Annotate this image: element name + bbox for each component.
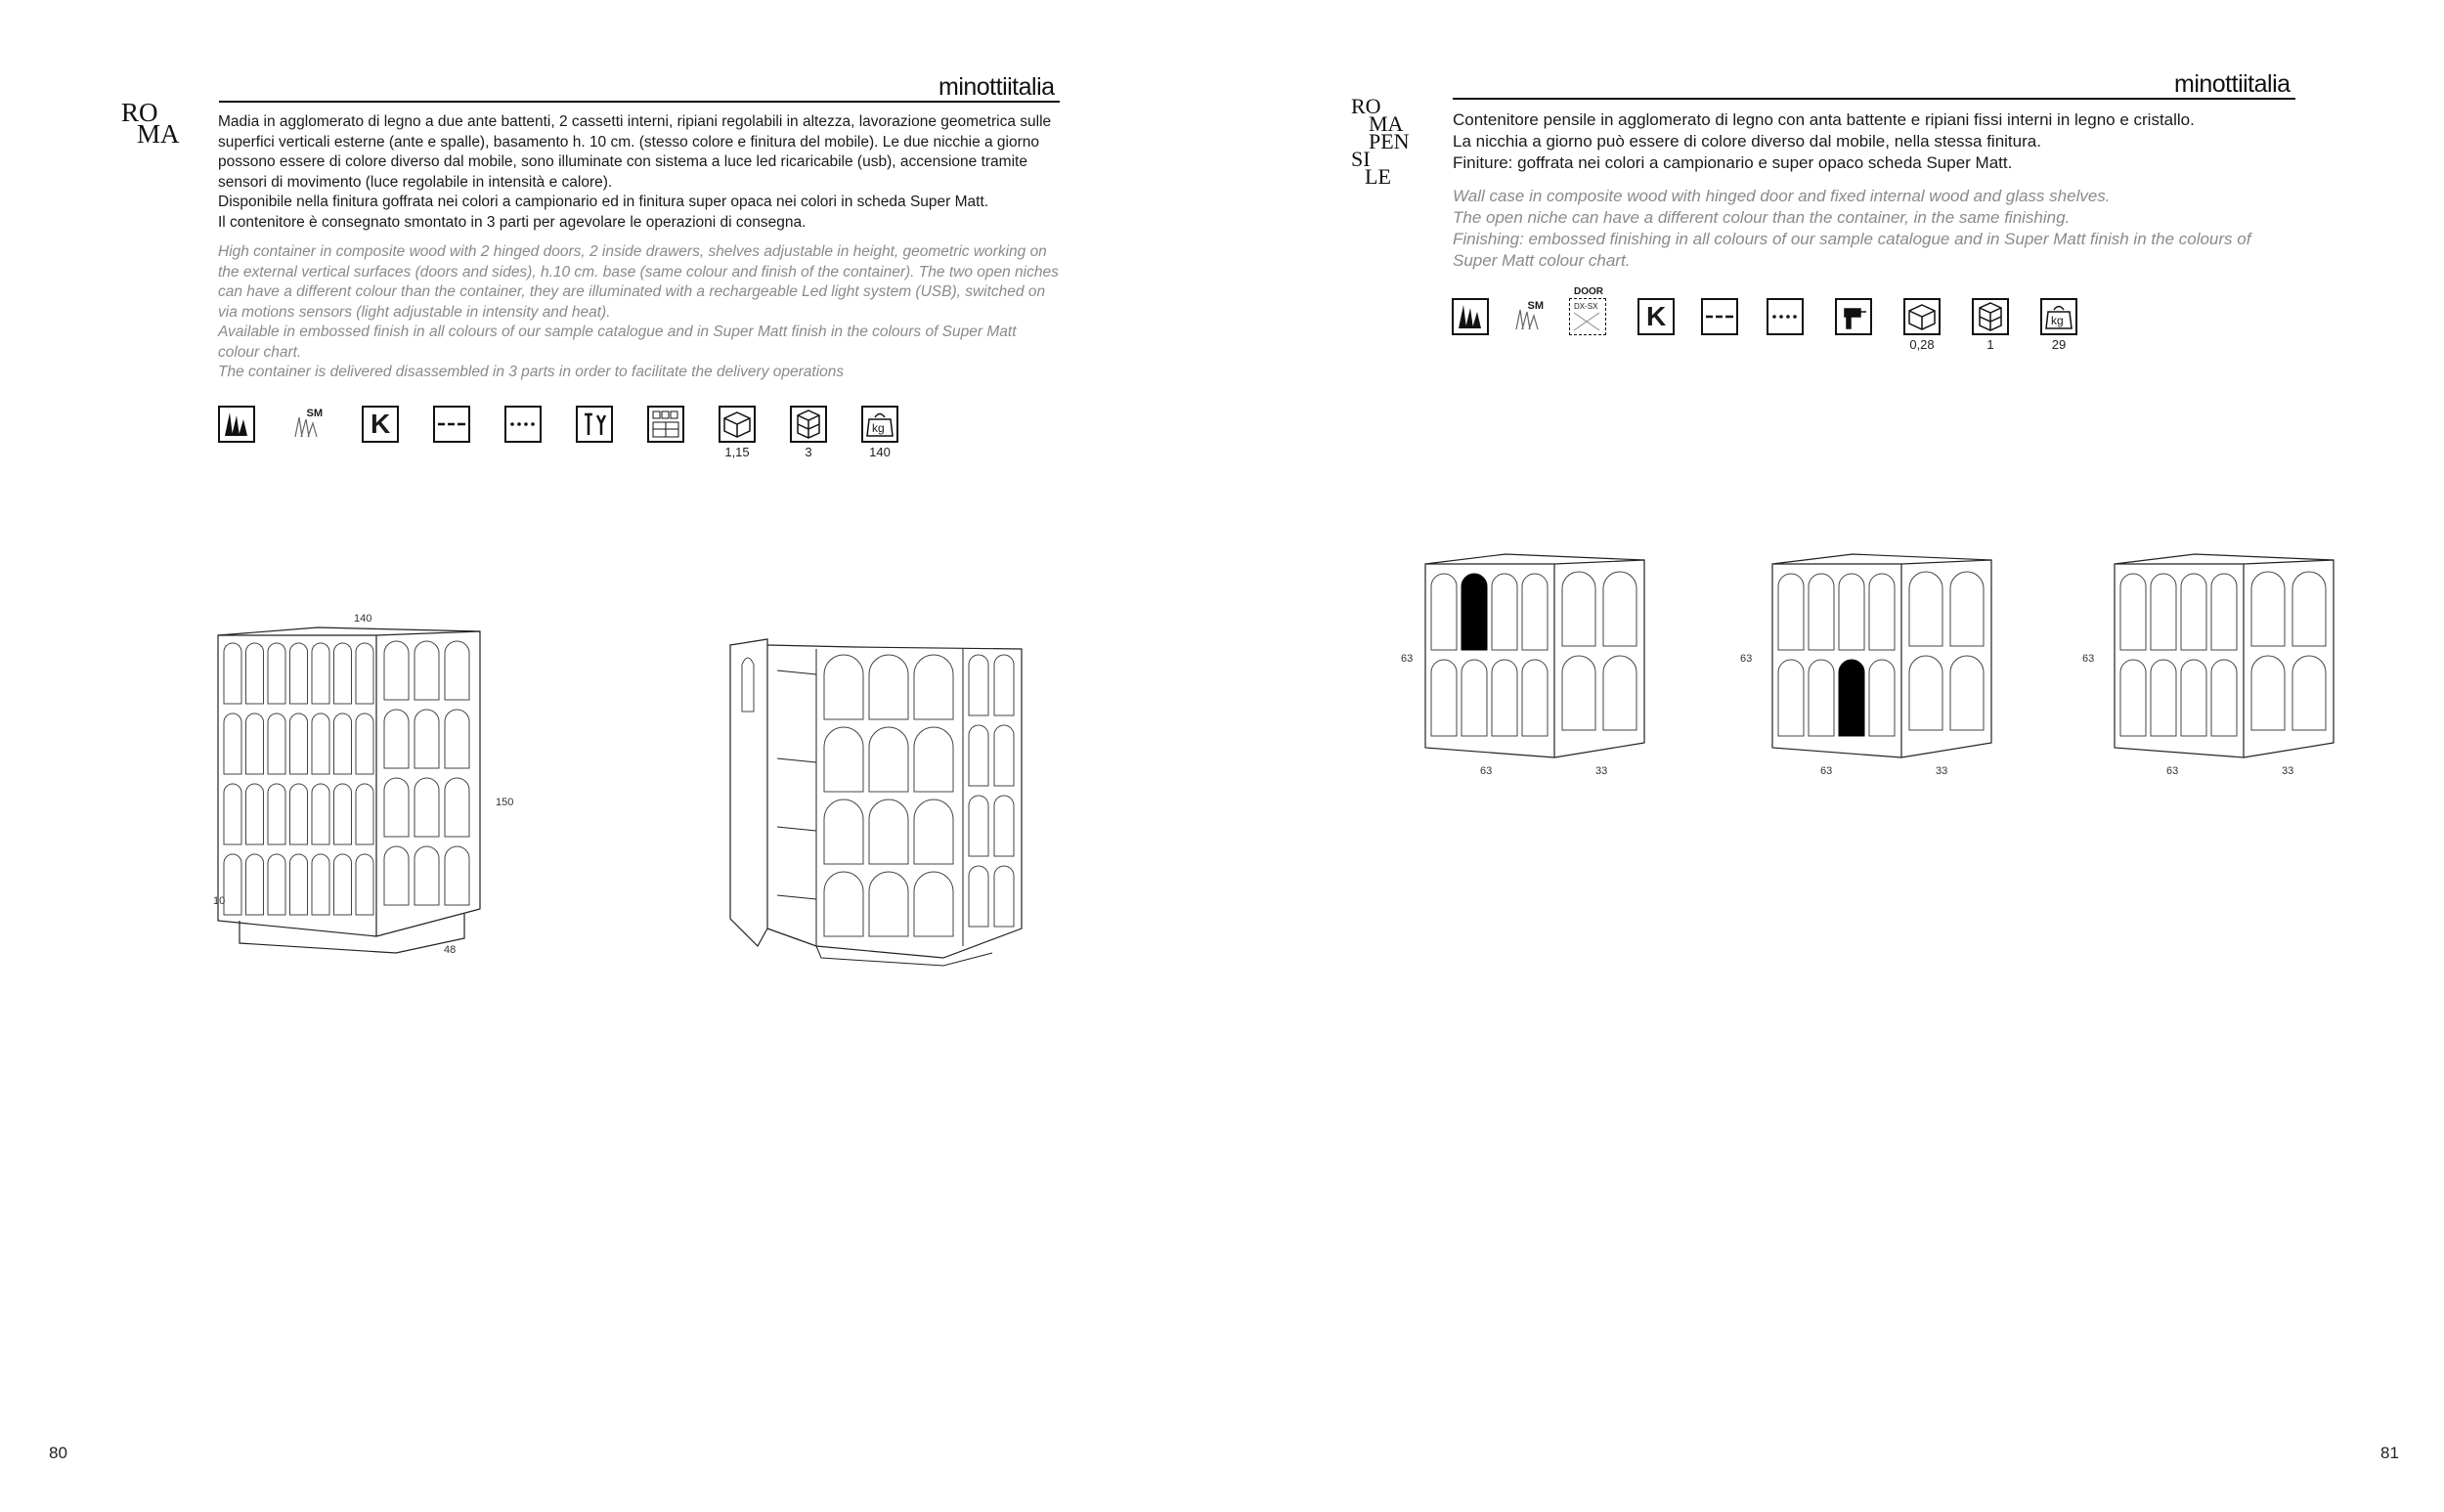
weight-icon [861,406,898,443]
height-dimension: 63 [1740,653,1753,665]
header-rule [219,101,1060,103]
door-label: DOOR [1574,286,1603,297]
logo-line: PEN [1369,129,1410,153]
door-dx-sx-icon [1569,298,1606,335]
brand-name: minottiitalia [2174,70,2291,98]
weight-value: 140 [869,445,891,459]
k-label: K [1646,301,1667,331]
k-icon [1637,298,1675,335]
volume-box-icon [719,406,756,443]
roma-pensile-logo [1351,94,1410,189]
width-dimension: 63 [1820,765,1833,777]
page-number: 81 [2380,1444,2399,1462]
wall-case-drawing-3 [2107,552,2341,767]
logo-line: RO [121,98,158,127]
description-paragraph: Finiture: goffrata nei colori a campionario e super opaco scheda Super Matt. [1453,153,2013,172]
shelves-icon [647,406,684,443]
dotted-line-icon [504,406,542,443]
description-paragraph: High container in composite wood with 2 hinged doors, 2 inside drawers, shelves adjustable in height, geometric working on the external vertical surfaces (doors and sides), h.10 cm. base (same colour and finish of the container). The two open niches can have a different colour than the container, they are illuminated with a rechargeable Led light system (USB), switched on via motions sensors (light adjustable in intensity and heat). [218,243,1059,321]
height-dimension: 150 [496,797,514,808]
description-paragraph: Disponibile nella finitura goffrata nei colori a campionario ed in finitura super opaca nei colori in scheda Super Matt. [218,194,989,210]
dashed-line-icon [1701,298,1738,335]
description-paragraph: The open niche can have a different colour than the container, in the same finishing. [1453,208,2071,227]
depth-dimension: 33 [2282,765,2294,777]
sideboard-front-drawing [210,616,503,968]
description-english [1453,186,2295,272]
packages-value: 3 [805,445,812,459]
right-page [1222,0,2444,1512]
weight-label: kg [2051,314,2064,327]
drill-icon [1835,298,1872,335]
description-italian [218,112,1061,233]
page-number: 80 [49,1444,67,1462]
description-paragraph: Available in embossed finish in all colours of our sample catalogue and in Super Matt finish in the colours of Super Matt colour chart. [218,324,1017,361]
weight-label: kg [872,421,885,435]
description-paragraph: La nicchia a giorno può essere di colore diverso dal mobile, nella stessa finitura. [1453,132,2041,151]
door-sublabel: DX-SX [1574,302,1598,311]
super-matt-icon [1510,298,1548,335]
volume-value: 0,28 [1909,337,1935,352]
weight-icon [2040,298,2077,335]
height-dimension: 63 [1401,653,1414,665]
wall-case-drawing-1 [1418,552,1652,767]
description-paragraph: Contenitore pensile in agglomerato di legno con anta battente e ripiani fissi interni in legno e cristallo. [1453,110,2195,129]
header-rule [1453,98,2295,100]
logo-line: MA [137,119,180,149]
description-paragraph: Madia in agglomerato di legno a due ante battenti, 2 cassetti interni, ripiani regolabili in altezza, lavorazione geometrica sulle superfici verticali esterne (ante e spalle), basamento h. 10 cm. (stesso colore e finitura del mobile). Le due nicchie a giorno possono essere di colore diverso dal mobile, sono illuminate con sistema a luce led ricaricabile (usb), accensione tramite sensori di movimento (luce regolabile in intensità e calore). [218,113,1052,191]
description-paragraph: The container is delivered disassembled in 3 parts in order to facilitate the delivery operations [218,364,845,380]
width-dimension: 63 [2166,765,2179,777]
volume-box-icon [1903,298,1941,335]
brand-name: minottiitalia [938,73,1055,101]
depth-dimension: 33 [1936,765,1948,777]
packages-value: 1 [1986,337,1994,352]
description-paragraph: Finishing: embossed finishing in all colours of our sample catalogue and in Super Matt finish in the colours of Super Matt colour chart. [1453,230,2251,270]
roma-logo [121,98,180,149]
logo-line: SI [1351,147,1371,171]
width-dimension: 140 [354,613,372,625]
packages-icon [790,406,827,443]
description-paragraph: Il contenitore è consegnato smontato in 3 parti per agevolare le operazioni di consegna. [218,213,807,231]
k-icon [362,406,399,443]
base-dimension: 10 [213,895,226,907]
feature-icons [218,406,922,464]
logo-line: LE [1365,164,1391,189]
k-label: K [371,409,391,439]
color-samples-icon [1452,298,1489,335]
super-matt-icon [289,406,327,443]
width-dimension: 63 [1480,765,1493,777]
dotted-line-icon [1767,298,1804,335]
description-italian [1453,109,2295,174]
tools-icon [576,406,613,443]
feature-icons [1452,286,2156,357]
super-matt-label: SM [306,408,323,419]
volume-value: 1,15 [724,445,750,459]
sideboard-open-drawing [719,635,1031,968]
logo-line: MA [1369,111,1404,136]
height-dimension: 63 [2082,653,2095,665]
depth-dimension: 48 [444,944,457,956]
weight-value: 29 [2051,337,2067,352]
super-matt-label: SM [1527,300,1544,312]
description-english [218,242,1061,383]
depth-dimension: 33 [1595,765,1608,777]
color-samples-icon [218,406,255,443]
packages-icon [1972,298,2009,335]
wall-case-drawing-2 [1765,552,1999,767]
dashed-line-icon [433,406,470,443]
logo-line: RO [1351,94,1381,118]
description-paragraph: Wall case in composite wood with hinged door and fixed internal wood and glass shelves. [1453,187,2111,205]
